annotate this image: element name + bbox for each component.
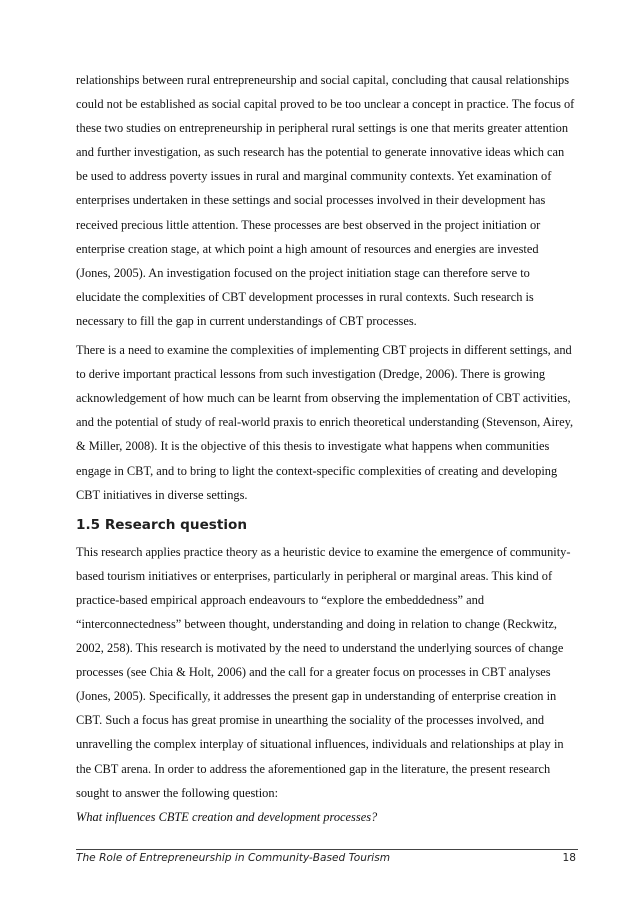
footer-title: The Role of Entrepreneurship in Community-Based Tourism [76, 852, 391, 864]
page-number: 18 [562, 852, 576, 864]
paragraph-research: This research applies practice theory as a heuristic device to examine the emergence of community-based tourism initiatives or enterprises, particularly in peripheral or marginal areas. This kind of practice-based empirical approach endeavours to “explore the embeddedness” and “interconnectedness” between thought, understanding and doing in relation to change (Reckwitz, 2002, 258). This research is motivated by the need to understand the underlying sources of change processes (see Chia & Holt, 2006) and the call for a greater focus on processes in CBT analyses (Jones, 2005). Specifically, it addresses the present gap in understanding of enterprise creation in CBT. Such a focus has great promise in unearthing the sociality of the processes involved, and unravelling the complex interplay of situational influences, individuals and relationships at play in the CBT arena. In order to address the aforementioned gap in the literature, the present research sought to answer the following question: [76, 544, 571, 800]
body-text [76, 68, 576, 829]
research-question: What influences CBTE creation and development processes? [76, 809, 378, 824]
paragraph-1: relationships between rural entrepreneurship and social capital, concluding that causal relationships could not be established as social capital proved to be too unclear a concept in practice. The focus of these two studies on entrepreneurship in peripheral rural settings is one that merits greater attention and further investigation, as such research has the potential to generate innovative ideas which can be used to address poverty issues in rural and marginal community contexts. Yet examination of enterprises undertaken in these settings and social processes involved in their development has received precious little attention. These processes are best observed in the project initiation or enterprise creation stage, at which point a high amount of resources and energies are invested (Jones, 2005). An investigation focused on the project initiation stage can therefore serve to elucidate the complexities of CBT development processes in rural contexts. Such research is necessary to fill the gap in current understandings of CBT processes. [76, 73, 575, 328]
footer-divider [76, 849, 578, 850]
section-heading: 1.5 Research question [76, 516, 248, 533]
paragraph-2: There is a need to examine the complexities of implementing CBT projects in different settings, and to derive important practical lessons from such investigation (Dredge, 2006). There is growing acknowledgement of how much can be learnt from observing the implementation of CBT activities, and the potential of study of real-world praxis to enrich theoretical understanding (Stevenson, Airey, & Miller, 2008). It is the objective of this thesis to investigate what happens when communities engage in CBT, and to bring to light the context-specific complexities of creating and developing CBT initiatives in diverse settings. [76, 343, 574, 502]
